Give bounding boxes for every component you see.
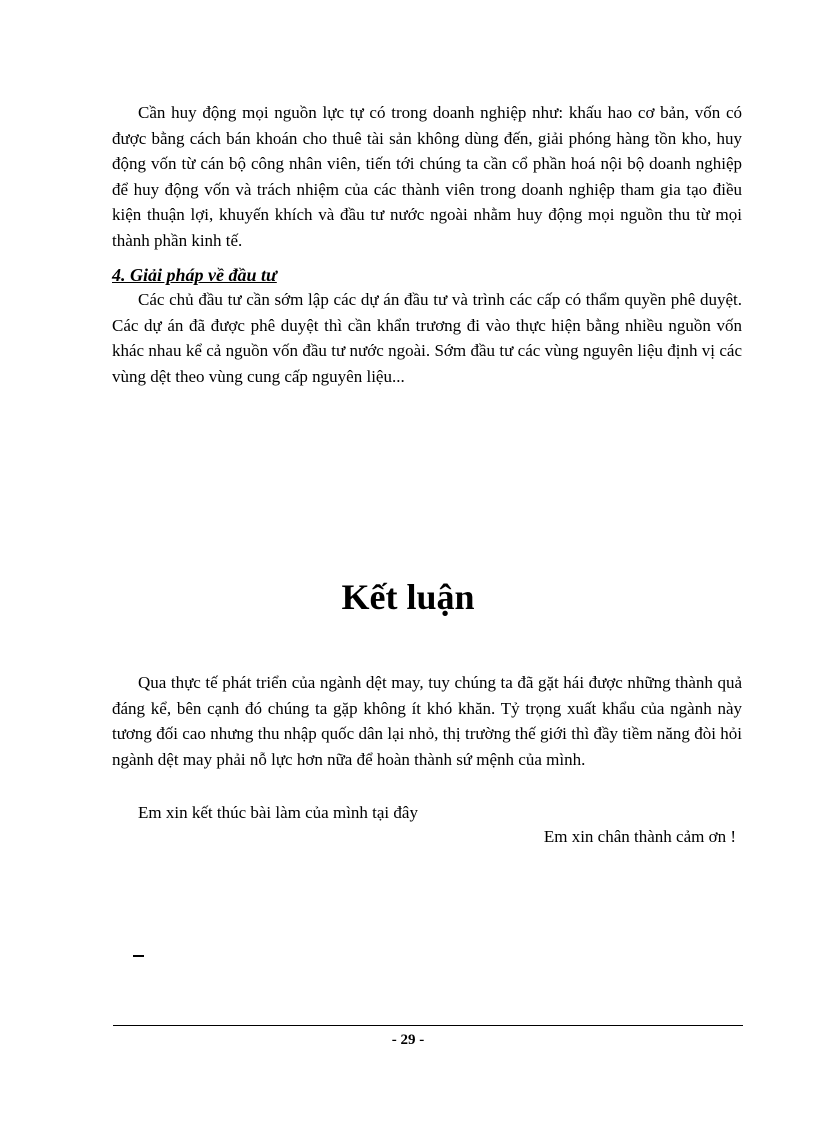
paragraph-capital-mobilization: Cần huy động mọi nguồn lực tự có trong doanh nghiệp như: khấu hao cơ bản, vốn có được bằng cách bán khoán cho thuê tài sản không dùng đến, giải phóng hàng tồn kho, huy động vốn từ cán bộ công nhân viên, tiến tới chúng ta cần cổ phần hoá nội bộ doanh nghiệp để huy động vốn và trách nhiệm của các thành viên trong doanh nghiệp tham gia tạo điều kiện thuận lợi, khuyến khích và đầu tư nước ngoài nhằm huy động mọi nguồn thu từ mọi thành phần kinh tế. (112, 103, 742, 250)
dash-mark (133, 955, 144, 957)
section-3-body (112, 100, 742, 253)
conclusion-title: Kết luận (341, 577, 475, 617)
section-4-body (112, 287, 742, 389)
thanks-sentence: Em xin chân thành cảm ơn ! (543, 827, 736, 846)
footer-divider (113, 1025, 743, 1026)
conclusion-body (112, 670, 742, 772)
paragraph-conclusion: Qua thực tế phát triển của ngành dệt may, tuy chúng ta đã gặt hái được những thành quả đáng kể, bên cạnh đó chúng ta gặp không ít khó khăn. Tỷ trọng xuất khẩu của ngành này tương đối cao nhưng thu nhập quốc dân lại nhỏ, thị trường thế giới thì đầy tiềm năng đòi hỏi ngành dệt may phải nỗ lực hơn nữa để hoàn thành sứ mệnh của mình. (112, 673, 742, 769)
paragraph-investment-solution: Các chủ đầu tư cần sớm lập các dự án đầu tư và trình các cấp có thẩm quyền phê duyệt. Các dự án đã được phê duyệt thì cần khẩn trương đi vào thực hiện bằng nhiều nguồn vốn khác nhau kể cả nguồn vốn đầu tư nước ngoài. Sớm đầu tư các vùng nguyên liệu định vị các vùng dệt theo vùng cung cấp nguyên liệu... (112, 290, 742, 386)
page-number: - 29 - (391, 1032, 425, 1048)
section-4-heading: 4. Giải pháp về đầu tư (112, 265, 277, 285)
closing-sentence: Em xin kết thúc bài làm của mình tại đây (138, 803, 418, 822)
